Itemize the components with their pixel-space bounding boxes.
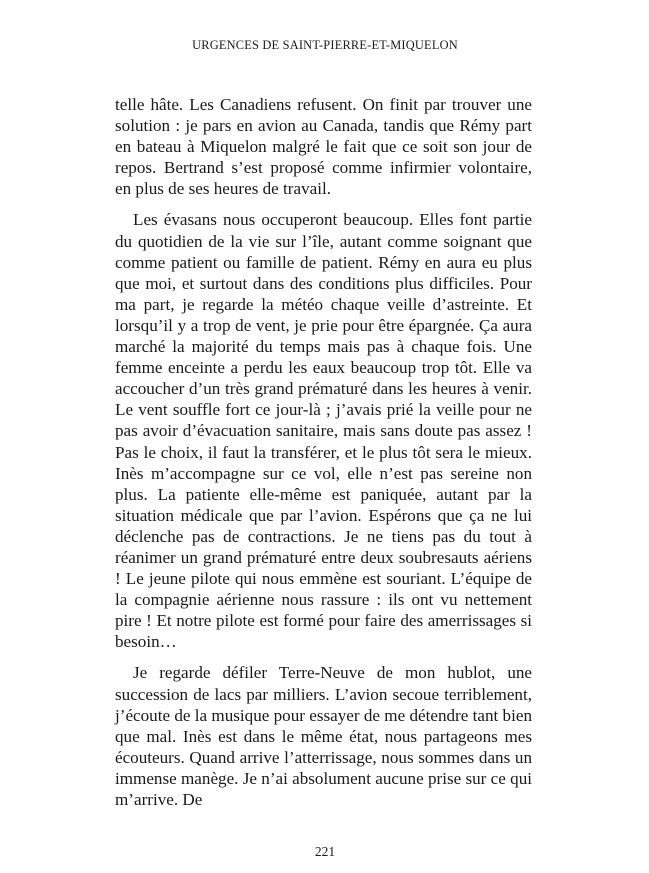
running-head: URGENCES DE SAINT-PIERRE-ET-MIQUELON xyxy=(192,38,458,52)
body-text xyxy=(115,94,532,820)
paragraph-continued: telle hâte. Les Canadiens refusent. On finit par trouver une solution : je pars en avion au Canada, tandis que Rémy part en bateau à Miquelon malgré le fait que ce soit son jour de repos. Bertrand s’est proposé comme infirmier volontaire, en plus de ses heures de travail. xyxy=(115,95,532,199)
page-number: 221 xyxy=(314,844,336,859)
paragraph: Les évasans nous occuperont beaucoup. Elles font partie du quotidien de la vie sur l’île, autant comme soignant que comme patient ou famille de patient. Rémy en aura eu plus que moi, et surtout dans des conditions plus difficiles. Pour ma part, je regarde la météo chaque veille d’astreinte. Et lorsqu’il y a trop de vent, je prie pour être épargnée. Ça aura marché la majorité du temps mais pas à chaque fois. Une femme enceinte a perdu les eaux beaucoup trop tôt. Elle va accoucher d’un très grand prématuré dans les heures à venir. Le vent souffle fort ce jour-là ; j’avais prié la veille pour ne pas avoir d’évacuation sanitaire, mais sans doute pas assez ! Pas le choix, il faut la transférer, et le plus tôt sera le mieux. Inès m’accompagne sur ce vol, elle n’est pas sereine non plus. La patiente elle-même est paniquée, autant par la situation médicale que par l’avion. Espérons que ça ne lui déclenche pas de contractions. Je ne tiens pas du tout à réanimer un grand prématuré entre deux soubresauts aériens ! Le jeune pilote qui nous emmène est souriant. L’équipe de la compagnie aérienne nous rassure : ils ont vu nettement pire ! Et notre pilote est formé pour faire des amerrissages si besoin… xyxy=(115,210,532,652)
paragraph: Je regarde défiler Terre-Neuve de mon hublot, une succession de lacs par milliers. L’avion secoue terriblement, j’écoute de la musique pour essayer de me détendre tant bien que mal. Inès est dans le même état, nous partageons mes écouteurs. Quand arrive l’atterrissage, nous sommes dans un immense manège. Je n’ai absolument aucune prise sur ce qui m’arrive. De xyxy=(115,663,532,809)
